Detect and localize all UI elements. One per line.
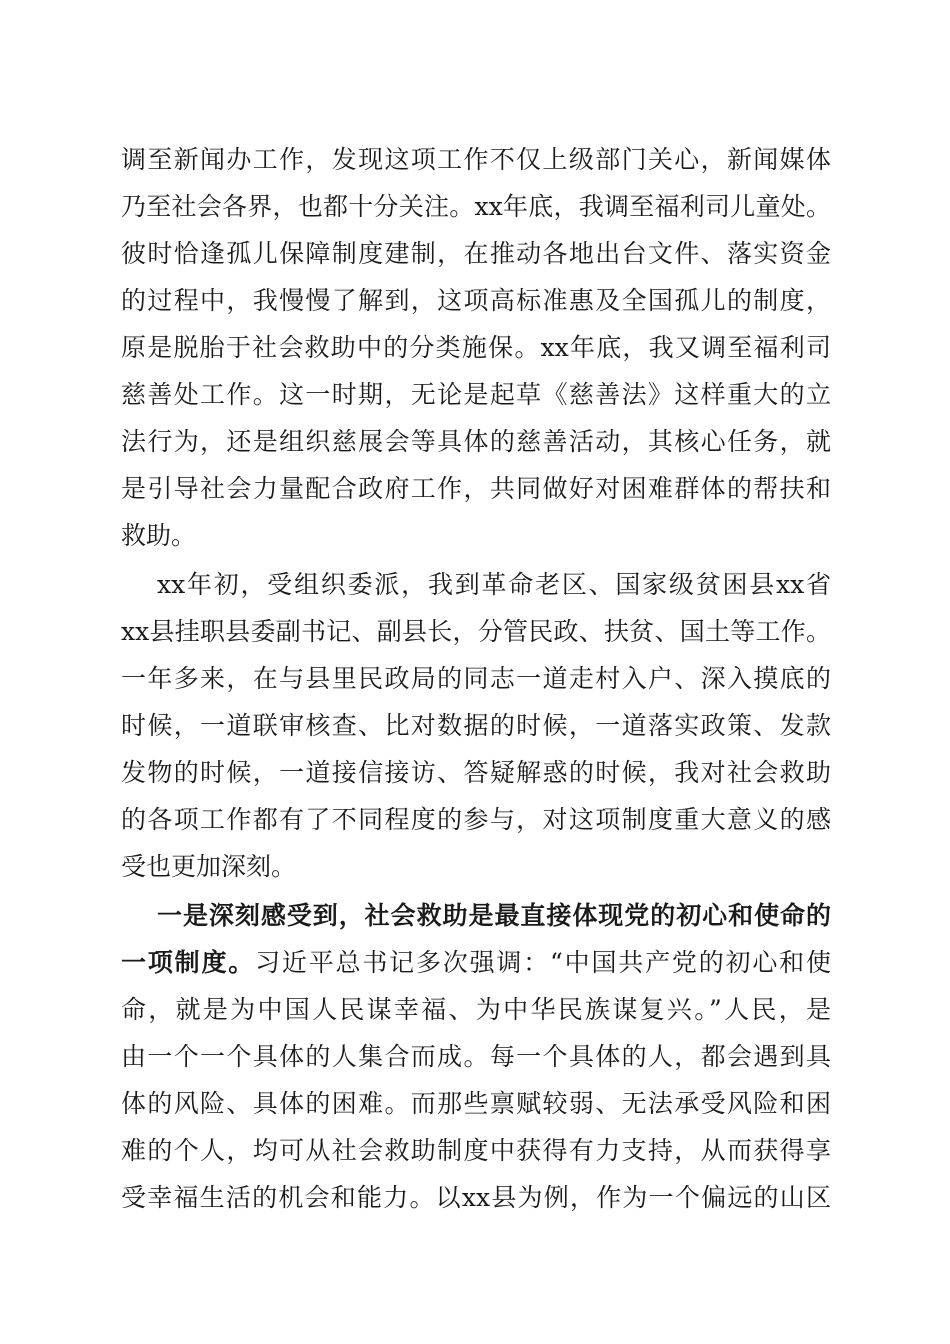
paragraph-line: 乃至社会各界，也都十分关注。xx年底，我调至福利司儿童处。 — [121, 192, 831, 221]
paragraph-line: 受也更加深刻。 — [121, 852, 297, 881]
paragraph-line: 体的风险、具体的困难。而那些禀赋较弱、无法承受风险和困 — [121, 1089, 831, 1118]
paragraph-line: 的过程中，我慢慢了解到，这项高标准惠及全国孤儿的制度， — [121, 286, 831, 315]
paragraph-line: xx年初，受组织委派，我到革命老区、国家级贫困县xx省 — [157, 570, 831, 599]
paragraph-line-mixed — [121, 939, 831, 986]
paragraph-line: 难的个人，均可从社会救助制度中获得有力支持，从而获得享 — [121, 1136, 831, 1165]
paragraph-text: 习近平总书记多次强调：“中国共产党的初心和使 — [255, 948, 831, 977]
paragraph-line: 慈善处工作。这一时期，无论是起草《慈善法》这样重大的立 — [121, 380, 831, 409]
bold-heading-line: 一是深刻感受到，社会救助是最直接体现党的初心和使命的 — [157, 901, 831, 930]
paragraph-line: 的各项工作都有了不同程度的参与，对这项制度重大意义的感 — [121, 805, 831, 834]
paragraph-line: 法行为，还是组织慈展会等具体的慈善活动，其核心任务，就 — [121, 427, 831, 456]
paragraph-line: 时候，一道联审核查、比对数据的时候，一道落实政策、发款 — [121, 711, 831, 740]
paragraph-3 — [121, 892, 831, 1221]
paragraph-line: 调至新闻办工作，发现这项工作不仅上级部门关心，新闻媒体 — [121, 145, 831, 174]
paragraph-line: 发物的时候，一道接信接访、答疑解惑的时候，我对社会救助 — [121, 758, 831, 787]
bold-heading-line: 一项制度。 — [121, 948, 256, 977]
paragraph-2 — [121, 561, 831, 890]
paragraph-line: 彼时恰逢孤儿保障制度建制，在推动各地出台文件、落实资金 — [121, 239, 831, 268]
paragraph-line: 命，就是为中国人民谋幸福、为中华民族谋复兴。”人民，是 — [121, 995, 831, 1024]
paragraph-line: 受幸福生活的机会和能力。以xx县为例，作为一个偏远的山区 — [121, 1183, 831, 1212]
paragraph-line: xx县挂职县委副书记、副县长，分管民政、扶贫、国土等工作。 — [121, 617, 831, 646]
paragraph-1 — [121, 136, 831, 559]
paragraph-line: 救助。 — [121, 521, 197, 550]
paragraph-line: 是引导社会力量配合政府工作，共同做好对困难群体的帮扶和 — [121, 474, 831, 503]
paragraph-line: 由一个一个具体的人集合而成。每一个具体的人，都会遇到具 — [121, 1042, 831, 1071]
paragraph-line: 一年多来，在与县里民政局的同志一道走村入户、深入摸底的 — [121, 664, 831, 693]
document-body — [121, 136, 831, 1221]
paragraph-line: 原是脱胎于社会救助中的分类施保。xx年底，我又调至福利司 — [121, 333, 831, 362]
